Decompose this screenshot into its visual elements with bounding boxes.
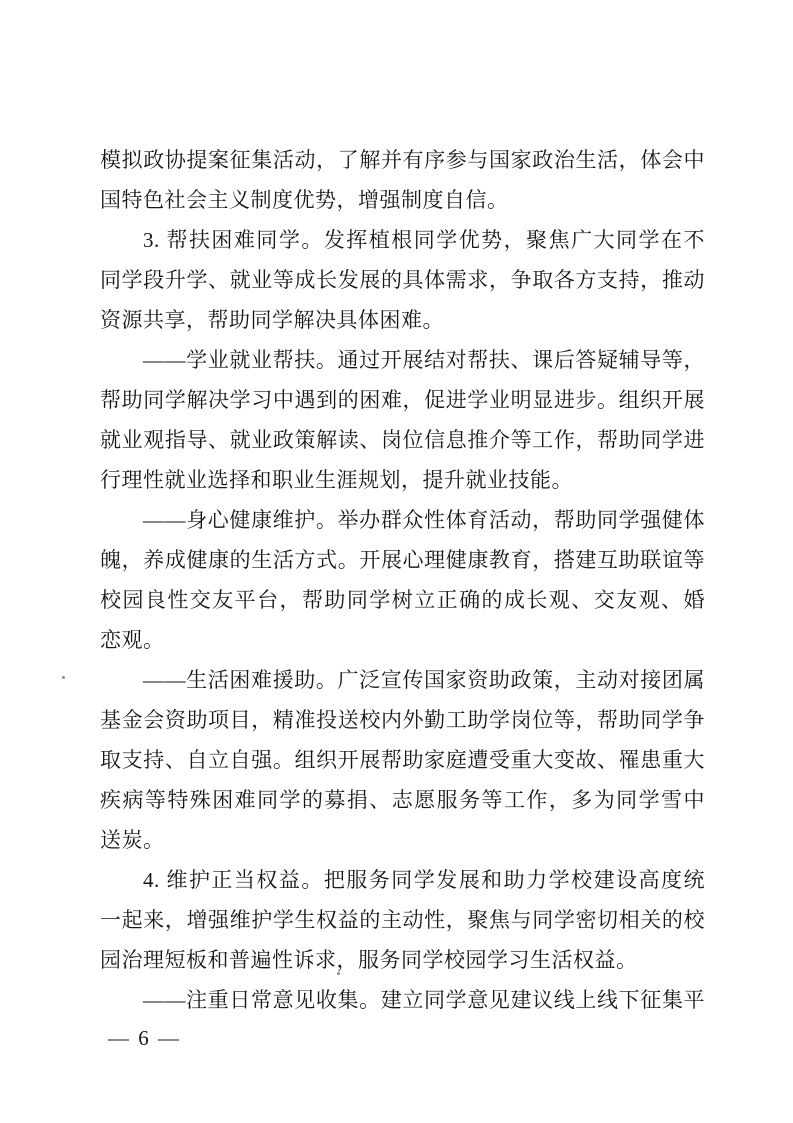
document-line: 魄，养成健康的生活方式。开展心理健康教育，搭建互助联谊等 — [100, 548, 705, 572]
scan-artifact-dot — [337, 972, 340, 975]
document-line: ——注重日常意见收集。建立同学意见建议线上线下征集平 — [143, 988, 705, 1012]
document-line: 行理性就业选择和职业生涯规划，提升就业技能。 — [100, 468, 573, 492]
document-line: 帮助同学解决学习中遇到的困难，促进学业明显进步。组织开展 — [100, 388, 705, 412]
document-line: ——身心健康维护。举办群众性体育活动，帮助同学强健体 — [143, 508, 705, 532]
document-line: 一起来，增强维护学生权益的主动性，聚焦与同学密切相关的校 — [100, 908, 705, 932]
document-line: 模拟政协提案征集活动，了解并有序参与国家政治生活，体会中 — [100, 148, 705, 172]
document-line: 4. 维护正当权益。把服务同学发展和助力学校建设高度统 — [143, 868, 705, 892]
document-line: 同学段升学、就业等成长发展的具体需求，争取各方支持，推动 — [100, 268, 705, 292]
document-line: ——生活困难援助。广泛宣传国家资助政策，主动对接团属 — [143, 668, 705, 692]
document-line: 资源共享，帮助同学解决具体困难。 — [100, 308, 444, 332]
document-line: 3. 帮扶困难同学。发挥植根同学优势，聚焦广大同学在不 — [143, 228, 705, 252]
document-line: 疾病等特殊困难同学的募捐、志愿服务等工作，多为同学雪中 — [100, 788, 705, 812]
document-line: 基金会资助项目，精准投送校内外勤工助学岗位等，帮助同学争 — [100, 708, 705, 732]
document-body — [100, 140, 705, 1020]
document-line: 国特色社会主义制度优势，增强制度自信。 — [100, 188, 509, 212]
document-line: 就业观指导、就业政策解读、岗位信息推介等工作，帮助同学进 — [100, 428, 705, 452]
document-line: 送炭。 — [100, 828, 165, 852]
page-number: — 6 — — [108, 1026, 181, 1050]
document-line: ——学业就业帮扶。通过开展结对帮扶、课后答疑辅导等， — [143, 348, 705, 372]
document-line: 校园良性交友平台，帮助同学树立正确的成长观、交友观、婚 — [100, 588, 705, 612]
document-line: 取支持、自立自强。组织开展帮助家庭遭受重大变故、罹患重大 — [100, 748, 705, 772]
document-line: 恋观。 — [100, 628, 165, 652]
scan-artifact-dot — [62, 676, 65, 679]
document-line: 园治理短板和普遍性诉求，服务同学校园学习生活权益。 — [100, 948, 638, 972]
